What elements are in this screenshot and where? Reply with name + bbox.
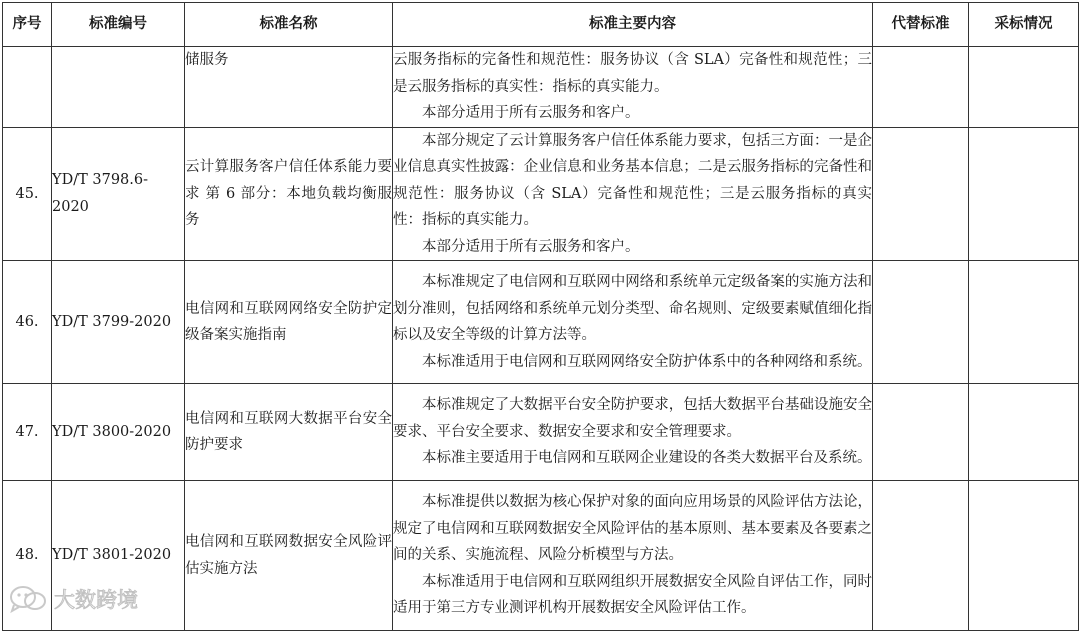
cell-name: 云计算服务客户信任体系能力要求 第 6 部分：本地负载均衡服务: [185, 127, 393, 261]
content-paragraph: 本部分规定了云计算服务客户信任体系能力要求，包括三方面：一是企业信息真实性披露：企业信息和业务基本信息；二是云服务指标的完备性和规范性：服务协议（含 SLA）完备性和规范性；三是云服务指标的真实性：指标的真实能力。: [393, 132, 872, 228]
cell-no: 48.: [3, 481, 52, 631]
cell-adopt: [969, 127, 1079, 261]
cell-no: 45.: [3, 127, 52, 261]
cell-no: 47.: [3, 384, 52, 481]
table-row: [3, 47, 1079, 128]
content-paragraph: 云服务指标的完备性和规范性：服务协议（含 SLA）完备性和规范性；三是云服务指标的真实性：指标的真实能力。: [393, 52, 872, 95]
content-paragraph: 本标准规定了大数据平台安全防护要求，包括大数据平台基础设施安全要求、平台安全要求、数据安全要求和安全管理要求。: [393, 397, 872, 440]
cell-no: 46.: [3, 261, 52, 384]
standards-table: [2, 2, 1079, 631]
header-row: [3, 3, 1079, 47]
header-replace: 代替标准: [873, 3, 969, 47]
content-paragraph: 本标准适用于电信网和互联网组织开展数据安全风险自评估工作，同时适用于第三方专业测评机构开展数据安全风险评估工作。: [393, 573, 872, 617]
cell-name: 储服务: [185, 47, 393, 128]
table-header: [3, 3, 1079, 47]
cell-code: [52, 47, 185, 128]
table-row: [3, 384, 1079, 481]
cell-adopt: [969, 261, 1079, 384]
content-paragraph: 本标准适用于电信网和互联网网络安全防护体系中的各种网络和系统。: [422, 353, 872, 370]
cell-content: [393, 47, 873, 128]
content-paragraph: 本部分适用于所有云服务和客户。: [422, 238, 640, 255]
table-row: [3, 481, 1079, 631]
table-row: [3, 261, 1079, 384]
cell-name: 电信网和互联网网络安全防护定级备案实施指南: [185, 261, 393, 384]
cell-content: [393, 384, 873, 481]
watermark-text: 大数跨境: [54, 588, 138, 612]
cell-content: [393, 261, 873, 384]
header-name: 标准名称: [185, 3, 393, 47]
header-no: 序号: [3, 3, 52, 47]
table-body: [3, 47, 1079, 631]
cell-replace: [873, 127, 969, 261]
cell-code: YD/T 3801-2020: [52, 481, 185, 631]
cell-adopt: [969, 384, 1079, 481]
cell-replace: [873, 384, 969, 481]
header-adopt: 采标情况: [969, 3, 1079, 47]
cell-no: [3, 47, 52, 128]
content-paragraph: 本标准主要适用于电信网和互联网企业建设的各类大数据平台及系统。: [422, 450, 872, 467]
cell-content: [393, 481, 873, 631]
cell-replace: [873, 481, 969, 631]
cell-adopt: [969, 481, 1079, 631]
header-content: 标准主要内容: [393, 3, 873, 47]
cell-adopt: [969, 47, 1079, 128]
header-code: 标准编号: [52, 3, 185, 47]
content-paragraph: 本部分适用于所有云服务和客户。: [422, 105, 640, 121]
content-paragraph: 本标准规定了电信网和互联网中网络和系统单元定级备案的实施方法和划分准则，包括网络和系统单元划分类型、命名规则、定级要素赋值细化指标以及安全等级的计算方法等。: [393, 274, 872, 343]
table-row: [3, 127, 1079, 261]
cell-code: YD/T 3799-2020: [52, 261, 185, 384]
cell-name: 电信网和互联网数据安全风险评估实施方法: [185, 481, 393, 631]
content-paragraph: 本标准提供以数据为核心保护对象的面向应用场景的风险评估方法论，规定了电信网和互联网数据安全风险评估的基本原则、基本要素及各要素之间的关系、实施流程、风险分析模型与方法。: [393, 494, 872, 564]
cell-code: YD/T 3798.6-2020: [52, 127, 185, 261]
cell-replace: [873, 47, 969, 128]
cell-replace: [873, 261, 969, 384]
cell-name: 电信网和互联网大数据平台安全防护要求: [185, 384, 393, 481]
cell-code: YD/T 3800-2020: [52, 384, 185, 481]
cell-content: [393, 127, 873, 261]
